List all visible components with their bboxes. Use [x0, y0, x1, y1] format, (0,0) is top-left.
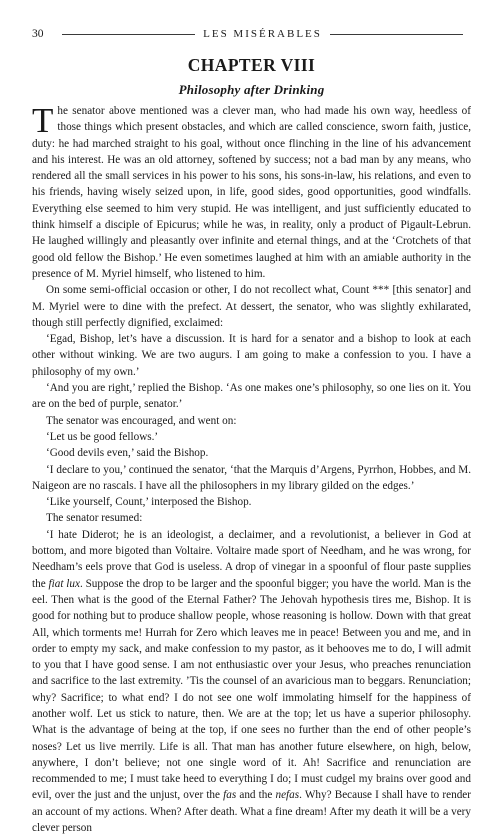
paragraph: The senator was encouraged, and went on:	[46, 414, 237, 427]
paragraph: ‘Let us be good fellows.’	[46, 430, 159, 443]
paragraph: The senator resumed:	[46, 512, 143, 525]
paragraph: ‘Good devils even,’ said the Bishop.	[46, 447, 209, 460]
italic-phrase: fiat lux	[48, 577, 80, 590]
italic-phrase: nefas	[275, 789, 300, 802]
paragraph: ‘Egad, Bishop, let’s have a discussion. It is hard for a senator and a bishop to look at each other without winking. We are two augurs. I am going to make a confession to you. I have a philosophy of my own.’	[32, 333, 471, 378]
paragraph: ‘And you are right,’ replied the Bishop. ‘As one makes one’s philosophy, so one lies on it. You are on the bed of purple, senator.’	[32, 382, 471, 411]
page-number: 30	[32, 28, 44, 40]
drop-cap: T	[32, 101, 54, 140]
italic-phrase: fas	[223, 789, 237, 802]
running-header	[32, 26, 471, 42]
chapter-subtitle: Philosophy after Drinking	[178, 82, 325, 97]
running-title: LES MISÉRABLES	[203, 28, 322, 40]
paragraph-text: he senator above mentioned was a clever man, who had made his own way, heedless of those things which present obstacles, and which are called conscience, sworn faith, justice, duty: he had marched straight to his goal, without once flinching in the line of his advancement and his interest. He was an old attorney, softened by success; not a bad man by any means, who rendered all the small services in his power to his sons, his sons-in-law, his relations, and even to his friends, having wisely seized upon, in life, good sides, good opportunities, good windfalls. Everything else seemed to him very stupid. He was intelligent, and just sufficiently educated to think himself a disciple of Epicurus; while he was, in reality, only a product of Pigault-Lebrun. He laughed willingly and pleasantly over infinite and eternal things, and at the ‘Crotchets of that good old fellow the Bishop.’ He even sometimes laughed at him with an amiable authority in the presence of M. Myriel himself, who listened to him.	[32, 105, 471, 280]
chapter-body	[32, 103, 471, 836]
chapter-title: CHAPTER VIII	[187, 55, 316, 75]
paragraph-text: . Why? Because I shall have to render an account of my actions. When? After death. What a fine dream! After my death it will be a very clever person	[32, 789, 471, 835]
paragraph: On some semi-official occasion or other, I do not recollect what, Count *** [this senator] and M. Myriel were to dine with the prefect. At dessert, the senator, who was slightly exhilarated, though still perfectly dignified, exclaimed:	[32, 284, 471, 329]
paragraph	[32, 103, 471, 282]
paragraph-text: and the	[236, 789, 276, 802]
paragraph: ‘Like yourself, Count,’ interposed the Bishop.	[46, 496, 252, 509]
paragraph-text: ‘I hate Diderot; he is an ideologist, a declaimer, and a revolutionist, a believer in God at bottom, and more bigoted than Voltaire. Voltaire made sport of Needham, and he was wrong, for Needham’s eels prove that God is useless. A drop of vinegar in a spoonful of flour paste supplies the	[32, 528, 471, 590]
header-rule-left	[62, 34, 195, 35]
paragraph-text: . Suppose the drop to be larger and the spoonful bigger; you have the world. Man is the eel. Then what is the good of the Eternal Father? The Jehovah hypothesis tires me, Bishop. It is good for nothing but to produce shallow people, whose reasoning is hollow. Down with that great All, which torments me! Hurrah for Zero which leaves me in peace! Between you and me, and in order to empty my sack, and make confession to my pastor, as it behooves me to do, I will admit to you that I have good sense. I am not enthusiastic over your Jesus, who preaches renunciation and sacrifice to the last extremity. ’Tis the counsel of an avaricious man to beggars. Renunciation; why? Sacrifice; to what end? I do not see one wolf immolating himself for the happiness of another wolf. Let us stick to nature, then. We are at the top; let us have a superior philosophy. What is the advantage of being at the top, if one sees no further than the end of other people’s noses? Let us live merrily. Life is all. That man has another future elsewhere, on high, below, anywhere, I don’t believe; not one single word of it. Ah! Sacrifice and renunciation are recommended to me; I must take heed to everything I do; I must cudgel my brains over good and evil, over the just and the unjust, over the	[32, 577, 471, 802]
header-rule-right	[330, 34, 463, 35]
paragraph	[32, 527, 471, 836]
paragraph: ‘I declare to you,’ continued the senator, ‘that the Marquis d’Argens, Pyrrhon, Hobbes, and M. Naigeon are no rascals. I have all the philosophers in my library gilded on the edges.’	[32, 463, 471, 492]
